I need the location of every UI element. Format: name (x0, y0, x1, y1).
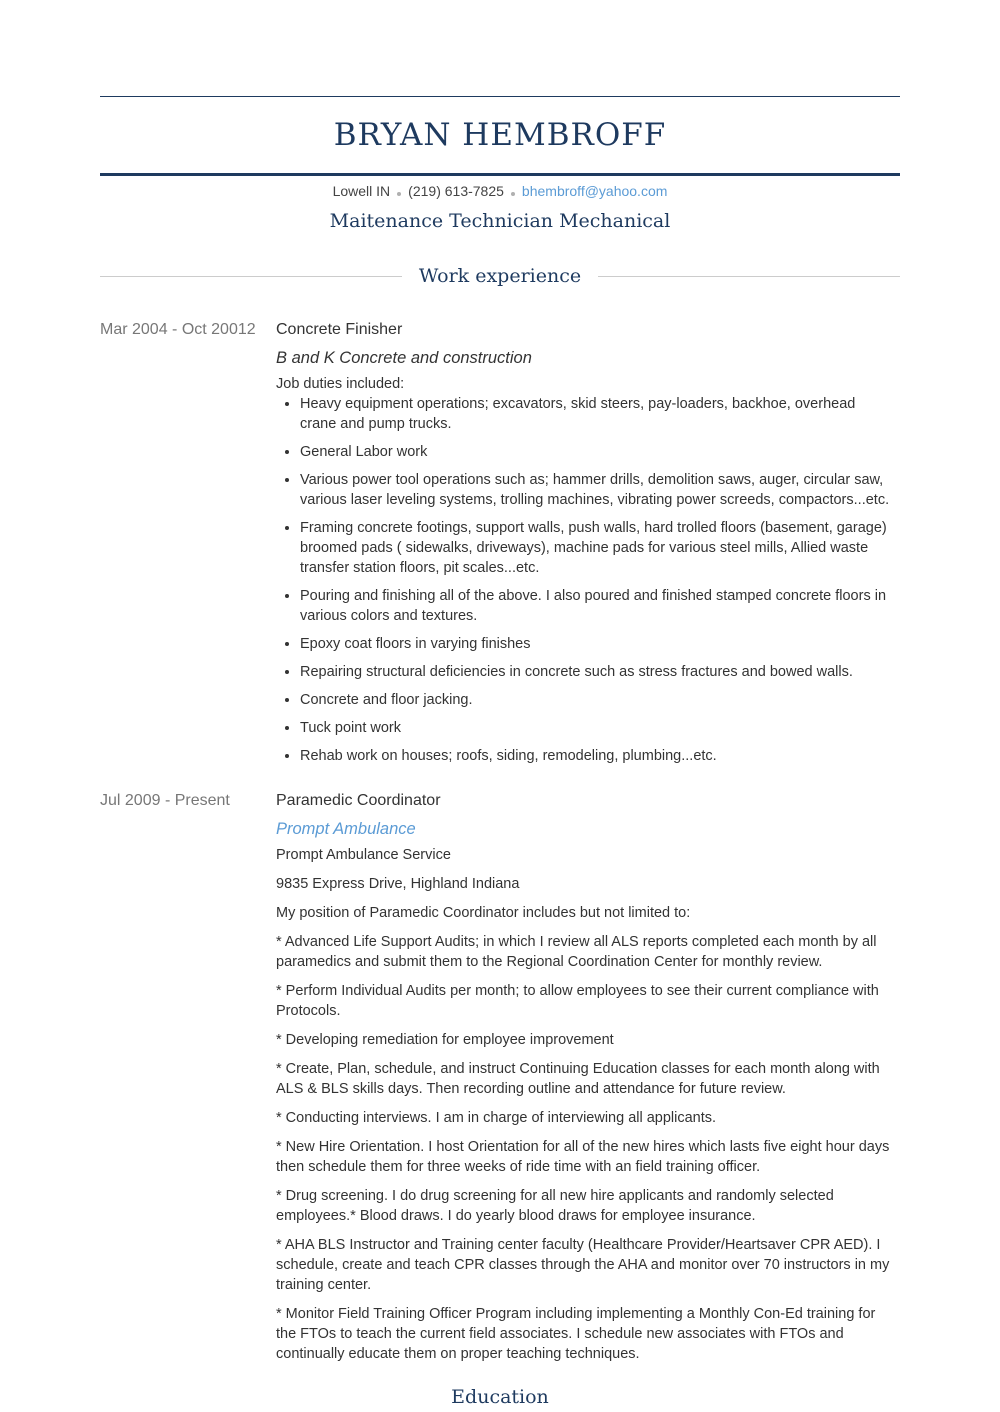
job-paragraph: 9835 Express Drive, Highland Indiana (276, 876, 520, 892)
duty-item: • Tuck point work (300, 718, 890, 738)
job-company: B and K Concrete and construction (276, 349, 532, 367)
job-paragraph: * Developing remediation for employee improvement (276, 1032, 614, 1048)
job-role: Paramedic Coordinator (276, 792, 441, 809)
job-paragraph: * Monitor Field Training Officer Program including implementing a Monthly Con-Ed training for the FTOs to teach the current field associates. I schedule new associates with FTOs and continually educate them on proper teaching techniques. (276, 1306, 876, 1362)
section-title: Work experience (418, 265, 582, 287)
duty-item: • Heavy equipment operations; excavators, skid steers, pay-loaders, backhoe, overhead crane and pump trucks. (300, 394, 890, 434)
job-content (276, 319, 890, 766)
email-link[interactable]: bhembroff@yahoo.com (521, 183, 668, 199)
job-entry-concrete-finisher (100, 319, 900, 766)
job-paragraph: Prompt Ambulance Service (276, 847, 451, 863)
duty-item: • Repairing structural deficiencies in concrete such as stress fractures and bowed walls. (300, 662, 890, 682)
job-duties-list (276, 394, 890, 766)
duty-item: • Epoxy coat floors in varying finishes (300, 634, 890, 654)
job-company-link[interactable]: Prompt Ambulance (276, 820, 416, 838)
job-paragraph: * Create, Plan, schedule, and instruct Continuing Education classes for each month along with ALS & BLS skills days. Then recording outline and attendance for future review. (276, 1061, 880, 1097)
job-dates: Jul 2009 - Present (100, 792, 230, 809)
heading-rule-right (598, 276, 900, 277)
work-experience-heading (100, 263, 900, 291)
duty-item: • Rehab work on houses; roofs, siding, remodeling, plumbing...etc. (300, 746, 890, 766)
duty-item: • Various power tool operations such as; hammer drills, demolition saws, auger, circular saw, various laser leveling systems, trolling machines, vibrating power screeds, compactors...etc. (300, 470, 890, 510)
duty-item: • Framing concrete footings, support walls, push walls, hard trolled floors (basement, garage) broomed pads ( sidewalks, driveways), machine pads for various steel mills, Allied waste transfer station floors, pit scales...etc. (300, 518, 890, 578)
job-paragraph: * New Hire Orientation. I host Orientation for all of the new hires which lasts five eight hour days then schedule them for three weeks of ride time with an field training officer. (276, 1139, 890, 1175)
resume-page (100, 96, 900, 1412)
phone: (219) 613-7825 (408, 183, 504, 199)
name-divider (100, 173, 900, 176)
job-paragraph: * Conducting interviews. I am in charge of interviewing all applicants. (276, 1110, 717, 1126)
job-paragraph: * AHA BLS Instructor and Training center faculty (Healthcare Provider/Heartsaver CPR AED). I schedule, create and teach CPR classes through the AHA and monitor over 70 instructors in my training center. (276, 1237, 890, 1293)
headline: Maitenance Technician Mechanical (329, 210, 671, 232)
job-content (276, 790, 890, 1364)
job-entry-paramedic-coordinator (100, 790, 900, 1364)
job-paragraph: * Perform Individual Audits per month; to allow employees to see their current compliance with Protocols. (276, 983, 879, 1019)
job-duties-intro: Job duties included: (276, 376, 405, 392)
candidate-name: BRYAN HEMBROFF (333, 117, 667, 153)
job-paragraph: * Drug screening. I do drug screening for all new hire applicants and randomly selected employees.* Blood draws. I do yearly blood draws for employee insurance. (276, 1188, 834, 1224)
bullet-separator-icon (397, 192, 401, 196)
job-dates: Mar 2004 - Oct 20012 (100, 321, 256, 338)
contact-line (100, 182, 900, 200)
duty-item: • Concrete and floor jacking. (300, 690, 890, 710)
location: Lowell IN (332, 183, 391, 199)
job-paragraph: My position of Paramedic Coordinator includes but not limited to: (276, 905, 691, 921)
section-title: Education (451, 1386, 549, 1408)
education-heading (100, 1384, 900, 1412)
duty-item: • Pouring and finishing all of the above. I also poured and finished stamped concrete floors in various colors and textures. (300, 586, 890, 626)
job-paragraph: * Advanced Life Support Audits; in which I review all ALS reports completed each month by all paramedics and submit them to the Regional Coordination Center for monthly review. (276, 934, 877, 970)
duty-item: • General Labor work (300, 442, 890, 462)
job-role: Concrete Finisher (276, 321, 403, 338)
bullet-separator-icon (511, 192, 515, 196)
